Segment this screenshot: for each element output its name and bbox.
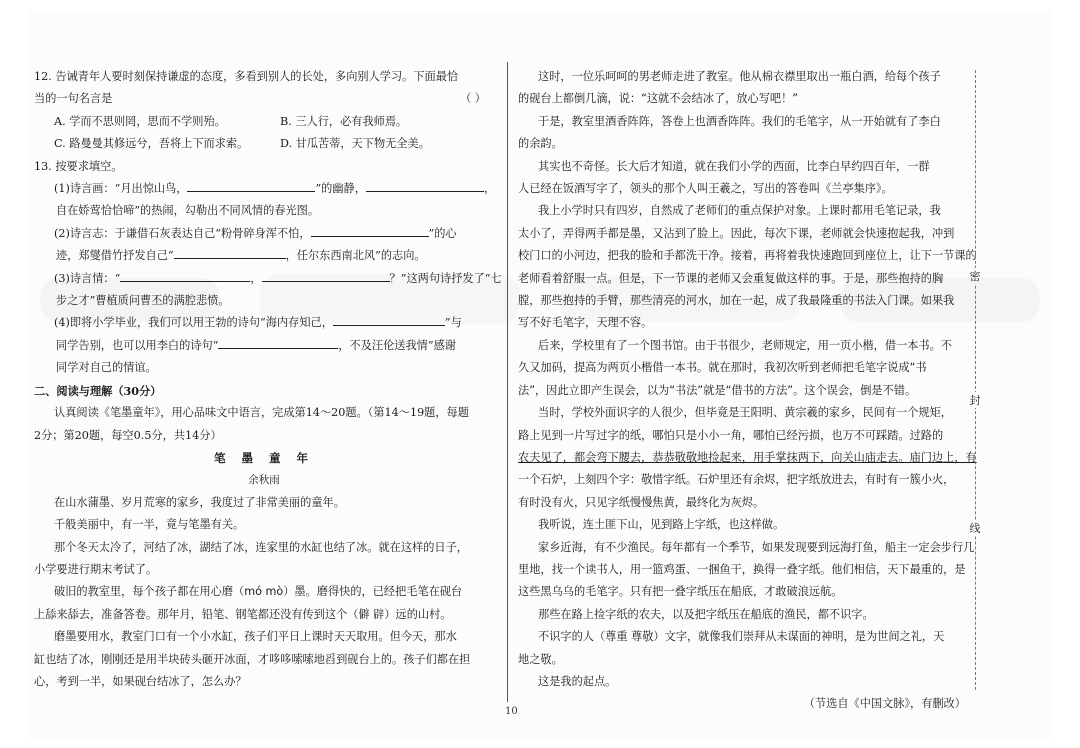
q13-s3-text-b: ， — [250, 271, 262, 285]
essay-paragraph: 那些在路上捡字纸的农夫，以及把字纸压在船底的渔民，都不识字。 — [538, 607, 874, 621]
fill-blank[interactable] — [262, 270, 390, 282]
essay-paragraph: 老师看着舒服一点。但是，下一节课的老师又会重复做这样的事。于是，那些抱持的胸 — [518, 271, 944, 285]
essay-paragraph: 磨墨要用水，教室门口有一个小水缸，孩子们平日上课时天天取用。但今天，那水 — [54, 630, 457, 644]
essay-paragraph: 不识字的人（尊重 尊敬）文字，就像我们崇拜从未谋面的神明，是为世间之礼，天 — [538, 630, 945, 644]
q12-options-cd — [34, 133, 494, 155]
q13-s1-text-c: ， — [483, 182, 496, 196]
q13-s1-text-b: ”的幽静， — [315, 182, 366, 196]
essay-paragraph: 有时没有火，只见字纸慢慢焦黄，最终化为灰烬。 — [518, 495, 765, 509]
essay-paragraph: 我听说，连土匪下山，见到路上字纸，也这样做。 — [538, 518, 785, 532]
option-d: D. 甘瓜苦蒂，天下物无全美。 — [280, 137, 430, 151]
essay-paragraph: 上舔来舔去，准备答卷。那年月，铅笔、钢笔都还没有传到这个（僻 辟）远的山村。 — [34, 607, 452, 621]
q13-sub3-line2: 步之才”曹植质问曹丕的满腔悲愤。 — [56, 294, 230, 308]
essay-paragraph: 当时，学校外面识字的人很少，但毕竟是王阳明、黄宗羲的家乡，民间有一个规矩， — [538, 406, 952, 420]
essay-author: 余秋雨 — [248, 474, 280, 487]
essay-paragraph: 家乡近海，有不少渔民。每年都有一个季节，如果发现要到远海打鱼，船主一定会步行几 — [538, 540, 975, 554]
essay-left-body — [34, 492, 494, 694]
essay-paragraph: 路上见到一片写过字的纸，哪怕只是小小一角，哪怕已经污损，也万不可踩踏。过路的 — [518, 428, 944, 442]
q13-sub4-line3: 同学对自己的情谊。 — [56, 361, 157, 375]
seal-dashed-line — [975, 70, 976, 690]
q13-s4-text-c: 同学告别，也可以用李白的诗句“ — [56, 338, 219, 352]
q13-s2-text-b: ”的心 — [428, 226, 457, 240]
essay-paragraph: 在山水蒲墨、岁月荒寒的家乡，我度过了非常美丽的童年。 — [54, 495, 345, 509]
essay-paragraph-underlined: 农夫见了，都会弯下腰去，恭恭敬敬地捡起来，用手掌抹两下，向关山庙走去。庙门边上，有 — [518, 450, 977, 464]
section-intro-line2: 2分；第20题，每空0.5分，共14分） — [34, 428, 222, 442]
essay-paragraph: 太小了，弄得两手都是墨，又沾到了脸上。因此，每次下课，老师就会快速抱起我，冲到 — [518, 226, 955, 240]
fill-blank[interactable] — [218, 337, 338, 349]
essay-paragraph: 的砚台上都倒几滴，说：“这就不会结冰了，放心写吧！” — [518, 92, 799, 106]
q13-s4-text-d: ，不及汪伦送我情”感谢 — [338, 338, 456, 352]
essay-paragraph: 缸也结了冰，刚刚还是用半块砖头砸开冰面，才哆哆嗦嗦地舀到砚台上的。孩子们都在担 — [34, 652, 471, 666]
q13-sub1-line2: 自在娇莺恰恰啼”的热闹，勾勒出不同风情的春光图。 — [56, 204, 320, 218]
essay-paragraph: 其实也不奇怪。长大后才知道，就在我们小学的西面，比李白早约四百年，一群 — [538, 159, 930, 173]
q13-sub2-line2 — [34, 245, 494, 267]
essay-paragraph: 膛，那些抱持的手臂，那些清亮的河水，加在一起，成了我最隆重的书法入门课。如果我 — [518, 294, 955, 308]
q13-s4-text-a: (4)即将小学毕业，我们可以用王勃的诗句“海内存知己， — [54, 316, 333, 330]
essay-paragraph: 这是我的起点。 — [538, 674, 617, 688]
q13-sub4-line2 — [34, 335, 494, 357]
essay-title: 笔 墨 童 年 — [213, 450, 314, 465]
left-column — [34, 66, 502, 693]
essay-paragraph: 于是，教室里酒香阵阵，答卷上也酒香阵阵。我们的毛笔字，从一开始就有了李白 — [538, 114, 941, 128]
answer-parentheses: （ ） — [460, 92, 486, 106]
q13-sub4-line1 — [34, 312, 494, 334]
q13-sub2-line1 — [34, 223, 494, 245]
q13-s4-text-b: ”与 — [444, 316, 462, 330]
section-heading: 二、阅读与理解（30分） — [34, 383, 162, 398]
seal-mark-mi: 密 — [967, 268, 983, 284]
fill-blank[interactable] — [366, 180, 484, 192]
essay-paragraph: 这些黑乌乌的毛笔字。只有把一叠字纸压在船底，才敢破浪远航。 — [518, 585, 843, 599]
essay-paragraph: 久又加码，提高为两页小楷借一本书。就在那时，我初次听到老师把毛笔字说成“书 — [518, 361, 927, 375]
essay-paragraph: 这时，一位乐呵呵的男老师走进了教室。他从棉衣襟里取出一瓶白酒，给每个孩子 — [538, 70, 941, 83]
fill-blank[interactable] — [311, 225, 429, 237]
seal-mark-xian: 线 — [967, 520, 983, 536]
essay-source: （节选自《中国文脉》，有删改） — [803, 697, 966, 711]
essay-paragraph: 破旧的教室里，每个孩子都在用心磨（mó mò）墨。磨得快的，已经把毛笔在砚台 — [54, 585, 463, 599]
q12-stem-line2 — [34, 88, 494, 110]
essay-paragraph: 我上小学时只有四岁，自然成了老师们的重点保护对象。上课时都用毛笔记录，我 — [538, 204, 941, 218]
essay-paragraph: 地之敬。 — [518, 652, 563, 666]
option-a: A. 学而不思则罔，思而不学则殆。 — [54, 114, 226, 128]
essay-paragraph: 人已经在饭酒写字了，领头的那个人叫王羲之，写出的答卷叫《兰亭集序》。 — [518, 182, 893, 196]
q13-s2-text-d: ，任尔东西南北风”的志向。 — [285, 249, 426, 263]
option-c: C. 路曼曼其修远兮，吾将上下而求索。 — [54, 137, 249, 151]
essay-paragraph: 千般美丽中，有一半，竟与笔墨有关。 — [54, 518, 245, 532]
q13-s2-text-a: (2)诗言志：于谦借石灰表达自己“粉骨碎身浑不怕， — [54, 226, 311, 240]
seal-mark-feng: 封 — [967, 392, 983, 408]
essay-paragraph: 法”，因此立即产生误会，以为“书法”就是“借书的方法”。这个误会，倒是不错。 — [518, 383, 917, 397]
essay-paragraph: 那个冬天太冷了，河结了冰，湖结了冰，连家里的水缸也结了冰。就在这样的日子， — [54, 540, 468, 554]
fill-blank[interactable] — [174, 247, 286, 259]
fill-blank[interactable] — [120, 270, 250, 282]
essay-paragraph: 的余韵。 — [518, 137, 563, 151]
column-divider — [507, 62, 508, 702]
q13-title: 13. 按要求填空。 — [34, 159, 123, 173]
right-column — [518, 66, 977, 716]
q13-s1-text-a: (1)诗言画：“月出惊山鸟， — [54, 182, 188, 196]
q13-sub3-line1 — [34, 268, 502, 290]
q12-stem-line1: 12. 告诫青年人要时刻保持谦虚的态度，多看到别人的长处，多向别人学习。下面最恰 — [34, 70, 459, 83]
section-intro-line1: 认真阅读《笔墨童年》，用心品味文中语言，完成第14～20题。（第14～19题，每题 — [54, 406, 469, 420]
essay-paragraph: 后来，学校里有了一个图书馆。由于书很少，老师规定，用一页小楷，借一本书。不 — [538, 338, 952, 352]
q12-options-ab — [34, 111, 494, 133]
essay-paragraph: 心，考到一半，如果砚台结冰了，怎么办？ — [34, 674, 247, 688]
essay-paragraph: 小学要进行期末考试了。 — [34, 562, 158, 576]
q13-sub1-line1 — [34, 178, 494, 200]
essay-paragraph: 一个石炉，上刻四个字：敬惜字纸。石炉里还有余烬，把字纸放进去，有时有一簇小火， — [518, 473, 955, 487]
page-number: 10 — [505, 706, 518, 717]
q13-s2-text-c: 迹，郑燮借竹抒发自己“ — [56, 249, 174, 263]
option-b: B. 三人行，必有我师焉。 — [280, 114, 408, 128]
q12-stem-end: 当的一句名言是 — [34, 92, 113, 106]
fill-blank[interactable] — [333, 314, 445, 326]
q13-s3-text-c: ？”这两句诗抒发了“七 — [389, 271, 502, 285]
essay-paragraph: 校门口的小河边，把我的脸和手都洗干净。接着，再将着我快速跑回到座位上，让下一节课的 — [518, 249, 977, 263]
essay-paragraph: 写不好毛笔字，天理不容。 — [518, 316, 653, 330]
essay-paragraph: 里地，找一个读书人，用一篮鸡蛋、一捆鱼干，换得一叠字纸。他们相信，天下最重的，是 — [518, 562, 966, 576]
fill-blank[interactable] — [187, 180, 315, 192]
q13-s3-text-a: (3)诗言情：“ — [54, 271, 121, 285]
